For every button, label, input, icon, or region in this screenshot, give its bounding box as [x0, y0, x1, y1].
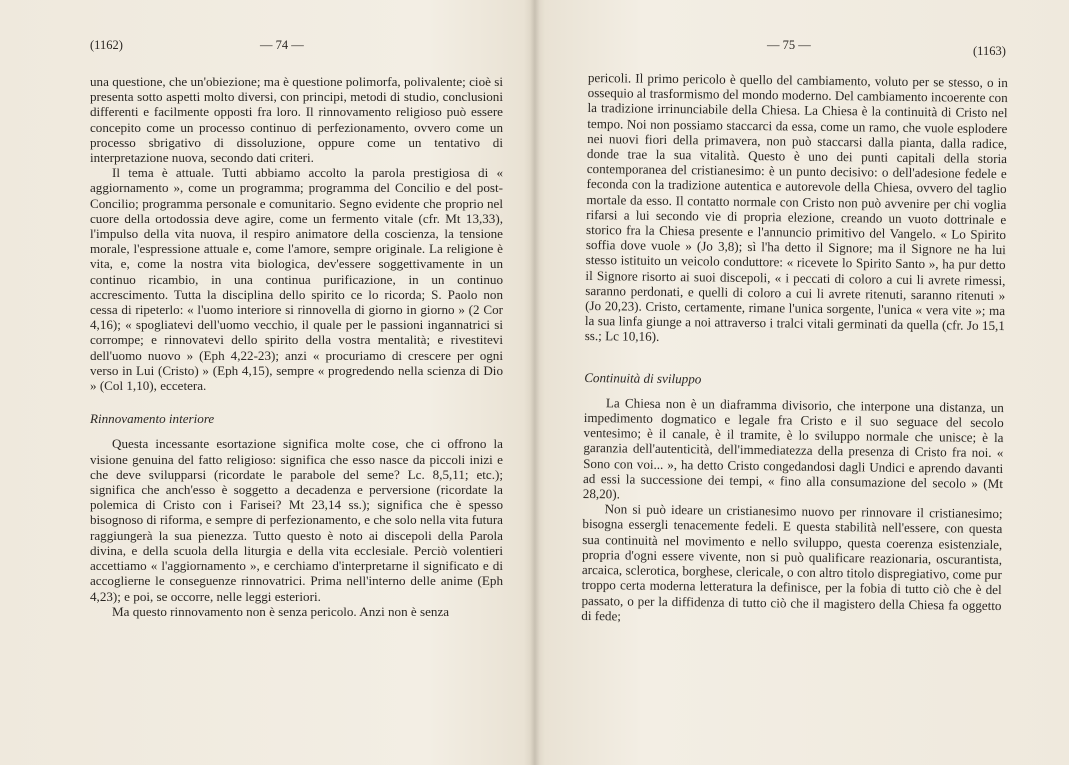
left-page-number-parenthetical: (1162)	[90, 38, 123, 52]
left-paragraph: una questione, che un'obiezione; ma è questione polimorfa, polivalente; cioè si presenta sotto aspetti molto diversi, con principi, metodi di studio, conclusioni differenti e facilmente opposti fra loro. Il rinnovamento religioso può essere concepito come un processo continuo di perfezionamento, ovvero come un processo sbrigativo di dissoluzione, oppure come un tentativo di interpretazione nuova, secondo dati criteri.	[90, 74, 503, 166]
left-paragraph: Questa incessante esortazione significa molte cose, che ci offrono la visione genuina del fatto religioso: significa che esso nasce da piccoli inizi e che deve svilupparsi (ricordate le parabole del seme? Lc. 8,5,11; etc.); significa che anch'esso è soggetto a decadenza e perversione (ricordate la polemica di Cristo con i Farisei? Mt 23,14 ss.); significa che è spesso bisognoso di riforma, e sempre di perfezionamento, e che solo nella vita futura raggiungerà la sua pienezza. Tutto questo è noto ai discepoli della Parola divina, e della scuola della liturgia e della vita ecclesiale. Perciò volentieri accettiamo « l'aggiornamento », e cerchiamo d'interpretarne il significato e di accoglierne le conseguenze rinnovatrici. Prima nell'interno delle anime (Eph 4,23); e poi, se occorre, nelle leggi esteriori.	[90, 436, 503, 604]
left-paragraph: Ma questo rinnovamento non è senza pericolo. Anzi non è senza	[112, 603, 450, 619]
right-paragraph: Non si può ideare un cristianesimo nuovo per rinnovare il cristianesimo; bisogna essergli tenacemente fedeli. E questa stabilità nell'essere, con questa sua continuità nel movimento e nello sviluppo, questa coerenza esistenziale, propria d'ogni essere vivente, non si può qualificare reazionaria, oscurantista, arcaica, sclerotica, borghese, clericale, o con altro titolo dispregiativo, come pur troppo certa moderna letteratura la definisce, per la fobia di tutto ciò che è del passato, o per la diffidenza di tutto ciò che il magistero della Chiesa fa oggetto di fede;	[581, 501, 1003, 624]
left-page-body	[90, 74, 503, 619]
right-page-number: — 75 —	[767, 38, 811, 52]
left-paragraph: Il tema è attuale. Tutti abbiamo accolto la parola prestigiosa di « aggiornamento », come un programma; programma del Concilio e del post-Concilio; programma personale e comunitario. Segno evidente che proprio nel cuore della ortodossia deve agire, come un fermento vitale (cfr. Mt 13,33), l'impulso della vita nuova, il respiro animatore della coscienza, la tensione morale, l'espressione attuale e, come l'amore, sempre originale. La religione è vita, e, come la nostra vita biologica, dev'essere soggettivamente in un continuo ricambio, in una continua purificazione, in un continuo accrescimento. Tutta la disciplina dello spirito ce lo ricorda; S. Paolo non cessa di ripeterlo: « l'uomo interiore si rinnovella di giorno in giorno » (2 Cor 4,16); « spogliatevi dell'uomo vecchio, il quale per le passioni ingannatrici si corrompe; e rinnovatevi dello spirito della vostra mentalità; e rivestitevi dell'uomo nuovo » (Eph 4,22-23); anzi « procuriamo di crescere per ogni verso in Lui (Cristo) » (Eph 4,15), sempre « progredendo nella scienza di Dio » (Col 1,10), eccetera.	[90, 165, 503, 394]
section-heading: Continuità di sviluppo	[584, 369, 702, 387]
left-page	[0, 0, 534, 765]
right-page-body	[581, 70, 1008, 628]
section-heading: Rinnovamento interiore	[90, 411, 215, 427]
right-page-number-parenthetical: (1163)	[973, 44, 1006, 58]
right-paragraph: pericoli. Il primo pericolo è quello del cambiamento, voluto per se stesso, o in ossequio al trasformismo del mondo moderno. Del cambiamento incoerente con la tradizione irrinunciabile della Chiesa. La Chiesa è la continuità di Cristo nel tempo. Noi non possiamo staccarci da essa, come un ramo, che vuole esplodere nei nuovi fiori della primavera, non può staccarsi dalla pianta, dalla radice, donde trae la sua vitalità. Questo è uno dei punti capitali della storia contemporanea del cristianesimo: è un punto decisivo: o dell'adesione fedele e feconda con la tradizione autentica e autorevole della Chiesa, ovvero del taglio mortale da esso. Il contatto normale con Cristo non può avvenire per chi voglia rifarsi a lui secondo vie di propria elezione, creando un vuoto dottrinale e storico fra la Chiesa presente e l'annuncio primitivo del Vangelo. « Lo Spirito soffia dove vuole » (Jo 3,8); sì l'ha detto il Signore; ma il Signore ne ha lui stesso istituito un veicolo conduttore: « ricevete lo Spirito Santo », ha pur detto il Signore risorto ai suoi discepoli, « i peccati di coloro a cui li avrete rimessi, saranno perdonati, e quelli di coloro a cui li avrete ritenuti, saranno ritenuti » (Jo 20,23). Cristo, certamente, rimane l'unica sorgente, l'unica « vera vite »; ma la sua linfa giunge a noi attraverso i tralci vitali germinati da quella (cfr. Jo 15,1 ss.; Lc 10,16).	[584, 70, 1008, 345]
right-page	[535, 0, 1069, 765]
right-paragraph: La Chiesa non è un diaframma divisorio, che interpone una distanza, un impedimento dogmatico e legale fra Cristo e il suo seguace del secolo ventesimo; è il canale, è il tramite, è lo sviluppo normale che unisce; è la garanzia dell'autenticità, dell'immediatezza della presenza di Cristo fra noi. « Sono con voi... », ha detto Cristo congedandosi dagli Undici e aprendo davanti ad essi la successione dei tempi, « fino alla consumazione del secolo » (Mt 28,20).	[582, 395, 1004, 502]
left-page-number: — 74 —	[260, 38, 304, 52]
